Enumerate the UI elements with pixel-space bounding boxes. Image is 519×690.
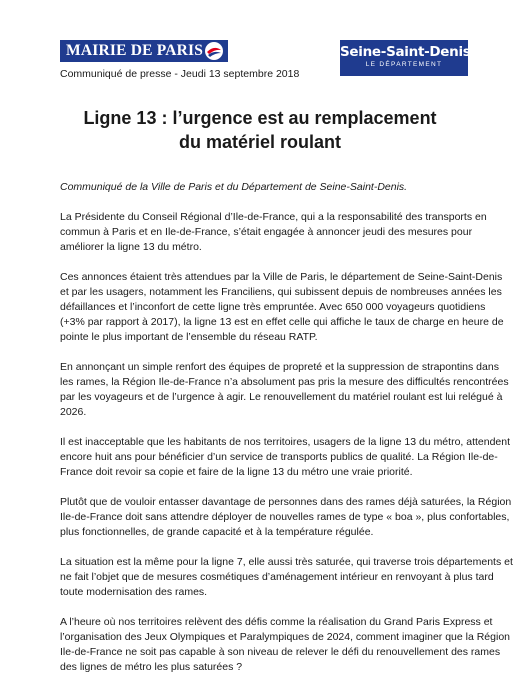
paragraph-line: Plutôt que de vouloir entasser davantage de personnes dans des rames déjà saturées, la Région bbox=[60, 496, 512, 508]
press-release-body bbox=[60, 180, 513, 690]
paragraph-line: ne fait l’objet que de mesures cosmétiques d’aménagement intérieur en renvoyant à plus tard bbox=[60, 571, 494, 583]
paragraph-line: améliorer la ligne 13 du métro. bbox=[60, 241, 202, 253]
paragraph-line: En annonçant un simple renfort des équipes de propreté et la suppression de strapontins dans bbox=[60, 361, 499, 373]
page-title bbox=[60, 106, 460, 154]
body-paragraph bbox=[60, 210, 487, 255]
body-paragraph bbox=[60, 495, 512, 540]
paragraph-line: pointe le plus important de l’ensemble du réseau RATP. bbox=[60, 331, 318, 343]
paragraph-line: des lignes de métro les plus saturées ? bbox=[60, 661, 243, 673]
paris-ship-icon bbox=[203, 41, 225, 61]
paragraph-line: France doit revoir sa copie et faire de la ligne 13 du métro une vraie priorité. bbox=[60, 466, 413, 478]
paragraph-line: Ile-de-France ne soit pas capable à son niveau de relever le défi du renouvellement des rames bbox=[60, 646, 501, 658]
paragraph-line: défaillances et l’inconfort de cette ligne très empruntée. Avec 650 000 voyageurs quotidiens bbox=[60, 301, 486, 313]
paragraph-line: plus fonctionnelles, de grande capacité et à la température régulée. bbox=[60, 526, 374, 538]
body-paragraph bbox=[60, 615, 510, 675]
body-paragraph bbox=[60, 435, 511, 480]
paragraph-line: commun à Paris et en Ile-de-France, s’était engagée à annoncer jeudi des mesures pour bbox=[60, 226, 473, 238]
paragraph-line: A l’heure où nos territoires relèvent des défis comme la réalisation du Grand Paris Express et bbox=[60, 616, 493, 628]
paragraph-line: l’organisation des Jeux Olympiques et Paralympiques de 2024, comment imaginer que la Région bbox=[60, 631, 510, 643]
paragraph-line: 2026. bbox=[60, 406, 87, 418]
body-paragraph bbox=[60, 555, 513, 600]
body-paragraph bbox=[60, 360, 509, 420]
paragraph-line: encore huit ans pour bénéficier d’un service de transports publics de qualité. La Région Ile-de- bbox=[60, 451, 498, 463]
paragraph-line: (+3% par rapport à 2017), la ligne 13 est en effet celle qui affiche le taux de charge en heure de bbox=[60, 316, 504, 328]
paragraph-line: les rames, la Région Ile-de-France n’a absolument pas pris la mesure des difficultés rencontrées bbox=[60, 376, 509, 388]
paragraph-line: La situation est la même pour la ligne 7, elle aussi très saturée, qui traverse trois départements et bbox=[60, 556, 513, 568]
mairie-de-paris-logo-text: MAIRIE DE PARIS bbox=[66, 42, 204, 59]
title-line-2: du matériel roulant bbox=[178, 132, 342, 152]
paragraph-line: Ces annonces étaient très attendues par la Ville de Paris, le département de Seine-Saint-Denis bbox=[60, 271, 503, 283]
seine-saint-denis-logo-subtitle: LE DÉPARTEMENT bbox=[365, 61, 443, 68]
paragraph-line: La Présidente du Conseil Régional d’Ile-de-France, qui a la responsabilité des transports en bbox=[60, 211, 487, 223]
paragraph-line: Il est inacceptable que les habitants de nos territoires, usagers de la ligne 13 du métro, attendent bbox=[60, 436, 511, 448]
paragraph-line: et par les usagers, notamment les Franciliens, qui subissent depuis de nombreuses années les bbox=[60, 286, 502, 298]
intro-paragraph: Communiqué de la Ville de Paris et du Département de Seine-Saint-Denis. bbox=[60, 181, 408, 193]
body-paragraph bbox=[60, 270, 504, 345]
paragraph-line: par les voyageurs et de l’urgence à agir. Le renouvellement du matériel roulant est lui relégué à bbox=[60, 391, 503, 403]
mairie-de-paris-logo bbox=[60, 40, 228, 62]
seine-saint-denis-logo bbox=[340, 40, 471, 76]
press-release-date: Communiqué de presse - Jeudi 13 septembre 2018 bbox=[60, 68, 300, 80]
paragraph-line: toute modernisation des rames. bbox=[60, 586, 208, 598]
seine-saint-denis-logo-name: Seine-Saint-Denis bbox=[340, 44, 471, 60]
paragraph-line: Ile-de-France doit sans attendre déployer de nouvelles rames de type « boa », plus confortables, bbox=[60, 511, 510, 523]
paragraph-list bbox=[60, 210, 513, 675]
title-line-1: Ligne 13 : l’urgence est au remplacement bbox=[83, 108, 437, 128]
